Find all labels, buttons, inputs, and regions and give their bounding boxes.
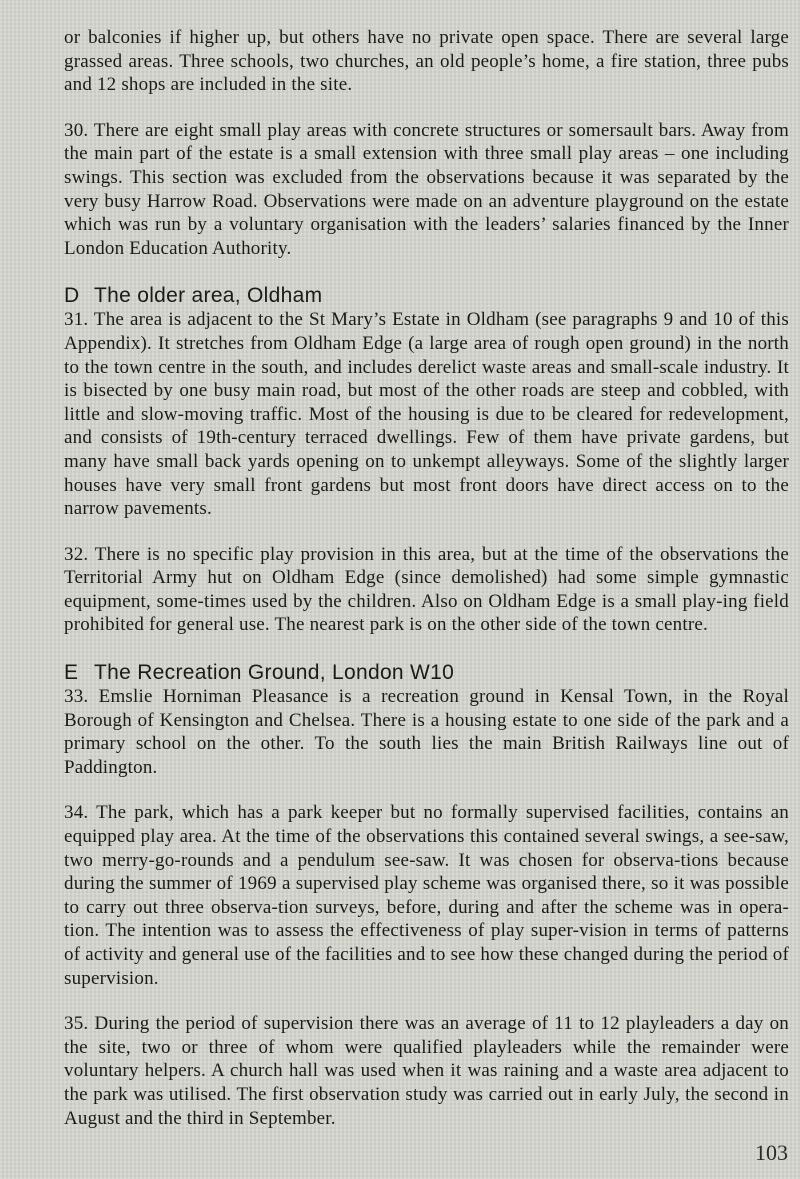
paragraph-31: 31. The area is adjacent to the St Mary’s Estate in Oldham (see paragraphs 9 and 10 of this Appendix). It stretches from Oldham Edge (a large area of rough open ground) in the north to the town centre in the south, and includes derelict waste areas and small-scale industry. It is bisected by one busy main road, but most of the other roads are steep and cobbled, with little and slow-moving traffic. Most of the housing is due to be cleared for redevelopment, and consists of 19th-century terraced dwellings. Few of them have private gardens, but many have small back yards opening on to unkempt alleyways. Some of the slightly larger houses have very small front gardens but most front doors have direct access on to the narrow pavements. [64,309,789,520]
paragraph-34: 34. The park, which has a park keeper but no formally supervised facilities, contains an equipped play area. At the time of the observations this contained several swings, a see-saw, two merry-go-rounds and a pendulum see-saw. It was chosen for observa-tions because during the summer of 1969 a supervised play scheme was organised there, so it was possible to carry out three observa-tion surveys, before, during and after the scheme was in opera-tion. The intention was to assess the effectiveness of play super-vision in terms of patterns of activity and general use of the facilities and to see how these changed during the period of supervision. [64,802,789,989]
paragraph-30: 30. There are eight small play areas with concrete structures or somersault bars. Away from the main part of the estate is a small extension with three small play areas – one including swings. This section was excluded from the observations because it was separated by the very busy Harrow Road. Observations were made on an adventure playground on the estate which was run by a voluntary organisation with the leaders’ salaries financed by the Inner London Education Authority. [64,119,789,259]
paragraph-continued: or balconies if higher up, but others have no private open space. There are several large grassed areas. Three schools, two churches, an old people’s home, a fire station, three pubs and 12 shops are included in the site. [64,27,789,96]
page-number: 103 [755,1140,788,1165]
text-column [64,26,789,1130]
paragraph-35: 35. During the period of supervision there was an average of 11 to 12 playleaders a day on the site, two or three of whom were qualified playleaders while the remainder were voluntary helpers. A church hall was used when it was raining and a waste area adjacent to the park was utilised. The first observation study was carried out in early July, the second in August and the third in September. [64,1013,789,1129]
section-letter: E [64,661,79,685]
section-heading-e [64,661,789,685]
section-letter: D [64,284,80,308]
paragraph-32: 32. There is no specific play provision in this area, but at the time of the observations the Territorial Army hut on Oldham Edge (since demolished) had some simple gymnastic equipment, some-times used by the children. Also on Oldham Edge is a small play-ing field prohibited for general use. The nearest park is on the other side of the town centre. [64,543,789,636]
section-heading-d [64,284,789,308]
paragraph-33: 33. Emslie Horniman Pleasance is a recreation ground in Kensal Town, in the Royal Borough of Kensington and Chelsea. There is a housing estate to one side of the park and a primary school on the other. To the south lies the main British Railways line out of Paddington. [64,686,789,778]
section-title: The Recreation Ground, London W10 [94,661,455,685]
section-title: The older area, Oldham [94,284,323,308]
